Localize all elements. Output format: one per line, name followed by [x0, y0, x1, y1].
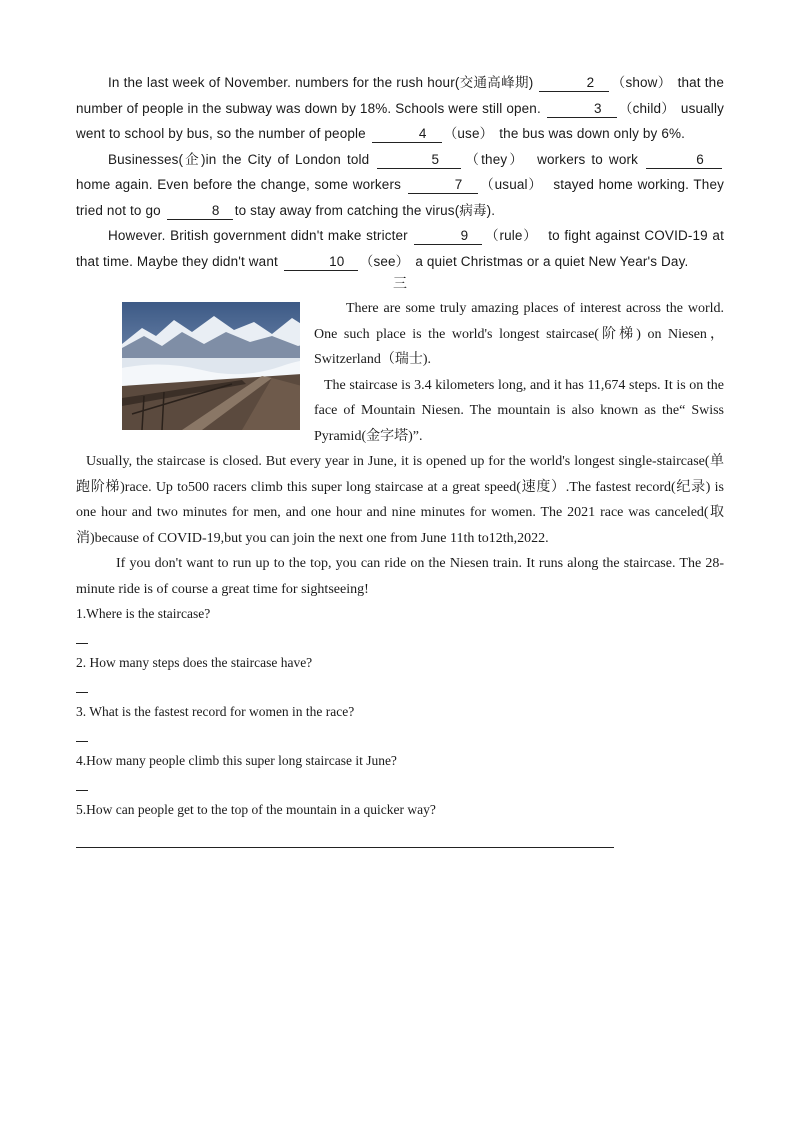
staircase-photo — [90, 302, 300, 430]
text: workers to work — [537, 151, 639, 167]
blank-2[interactable]: 2 — [539, 74, 609, 92]
text: In the last week of November. numbers for the rush hour(交通高峰期) — [108, 75, 534, 90]
blank-4[interactable]: 4 — [372, 125, 442, 143]
passage2-paragraph-2 — [76, 147, 724, 224]
question-3: 3. What is the fastest record for women in the race? — [76, 704, 355, 719]
text: to fight against COVID-19 at that time. Maybe they didn't want — [76, 228, 724, 269]
hint-10: （see） — [359, 253, 410, 269]
blank-8[interactable]: 8 — [167, 202, 233, 220]
section-title: 三 — [393, 277, 407, 292]
question-2: 2. How many steps does the staircase have? — [76, 655, 313, 670]
hint-5: （they） — [463, 151, 526, 167]
answer-line-5[interactable] — [76, 823, 614, 848]
blank-5[interactable]: 5 — [377, 151, 461, 169]
text: There are some truly amazing places of interest across the world. One such place is the world's longest staircase(阶梯) on Niesen，Switzerland（瑞士). — [314, 301, 724, 367]
question-1: 1.Where is the staircase? — [76, 606, 211, 621]
mountain-staircase-image — [122, 302, 300, 430]
passage3-paragraph-3 — [76, 449, 724, 551]
hint-4: （use） — [443, 126, 494, 141]
blank-9[interactable]: 9 — [414, 227, 482, 245]
passage3-paragraph-4 — [76, 551, 724, 602]
text: However. British government didn't make stricter — [108, 228, 408, 243]
passage2-paragraph-3 — [76, 223, 724, 274]
text: If you don't want to run up to the top, you can ride on the Niesen train. It runs along the staircase. The 28-minute ride is of course a great time for sightseeing! — [76, 556, 724, 597]
blank-6[interactable]: 6 — [646, 151, 722, 169]
text: usually went to school by bus, so the number of people — [76, 100, 724, 141]
text: The staircase is 3.4 kilometers long, and it has 11,674 steps. It is on the face of Mountain Niesen. The mountain is also known as the“ Swiss Pyramid(金字塔)”. — [314, 377, 724, 444]
worksheet-page — [76, 70, 724, 848]
passage3-paragraph-1 — [76, 296, 724, 373]
text: a quiet Christmas or a quiet New Year's Day. — [415, 253, 689, 269]
blank-3[interactable]: 3 — [547, 100, 617, 118]
text: Usually, the staircase is closed. But every year in June, it is opened up for the world's longest single-staircase(单跑阶梯)race. Up to500 racers climb this super long staircase at a great speed(速度）.The fastest record(纪录) is one hour and two minutes for men, and one hour and nine minutes for women. The 2021 race was canceled(取消)because of COVID-19,but you can join the next one from June 11th to12th,2022. — [76, 454, 724, 546]
answer-line-4[interactable] — [76, 774, 724, 799]
blank-10[interactable]: 10 — [284, 253, 358, 271]
question-5: 5.How can people get to the top of the mountain in a quicker way? — [76, 802, 436, 817]
question-4: 4.How many people climb this super long staircase it June? — [76, 753, 397, 768]
hint-3: （child） — [618, 100, 675, 116]
answer-line-3[interactable] — [76, 725, 724, 750]
text: to stay away from catching the virus(病毒). — [234, 202, 496, 218]
answer-line-1[interactable] — [76, 627, 724, 652]
text: Businesses(企)in the City of London told — [108, 151, 370, 167]
hint-7: （usual） — [479, 177, 543, 192]
text: that the number of people in the subway was down by 18%. Schools were still open. — [76, 75, 724, 116]
hint-9: （rule） — [484, 228, 538, 243]
answer-line-2[interactable] — [76, 676, 724, 701]
passage2-paragraph-1 — [76, 70, 724, 147]
text: home again. Even before the change, some workers — [76, 177, 401, 192]
hint-2: （show） — [611, 75, 672, 90]
text: the bus was down only by 6%. — [499, 126, 686, 141]
blank-7[interactable]: 7 — [408, 176, 478, 194]
text: stayed home working. They tried not to go — [76, 177, 724, 218]
